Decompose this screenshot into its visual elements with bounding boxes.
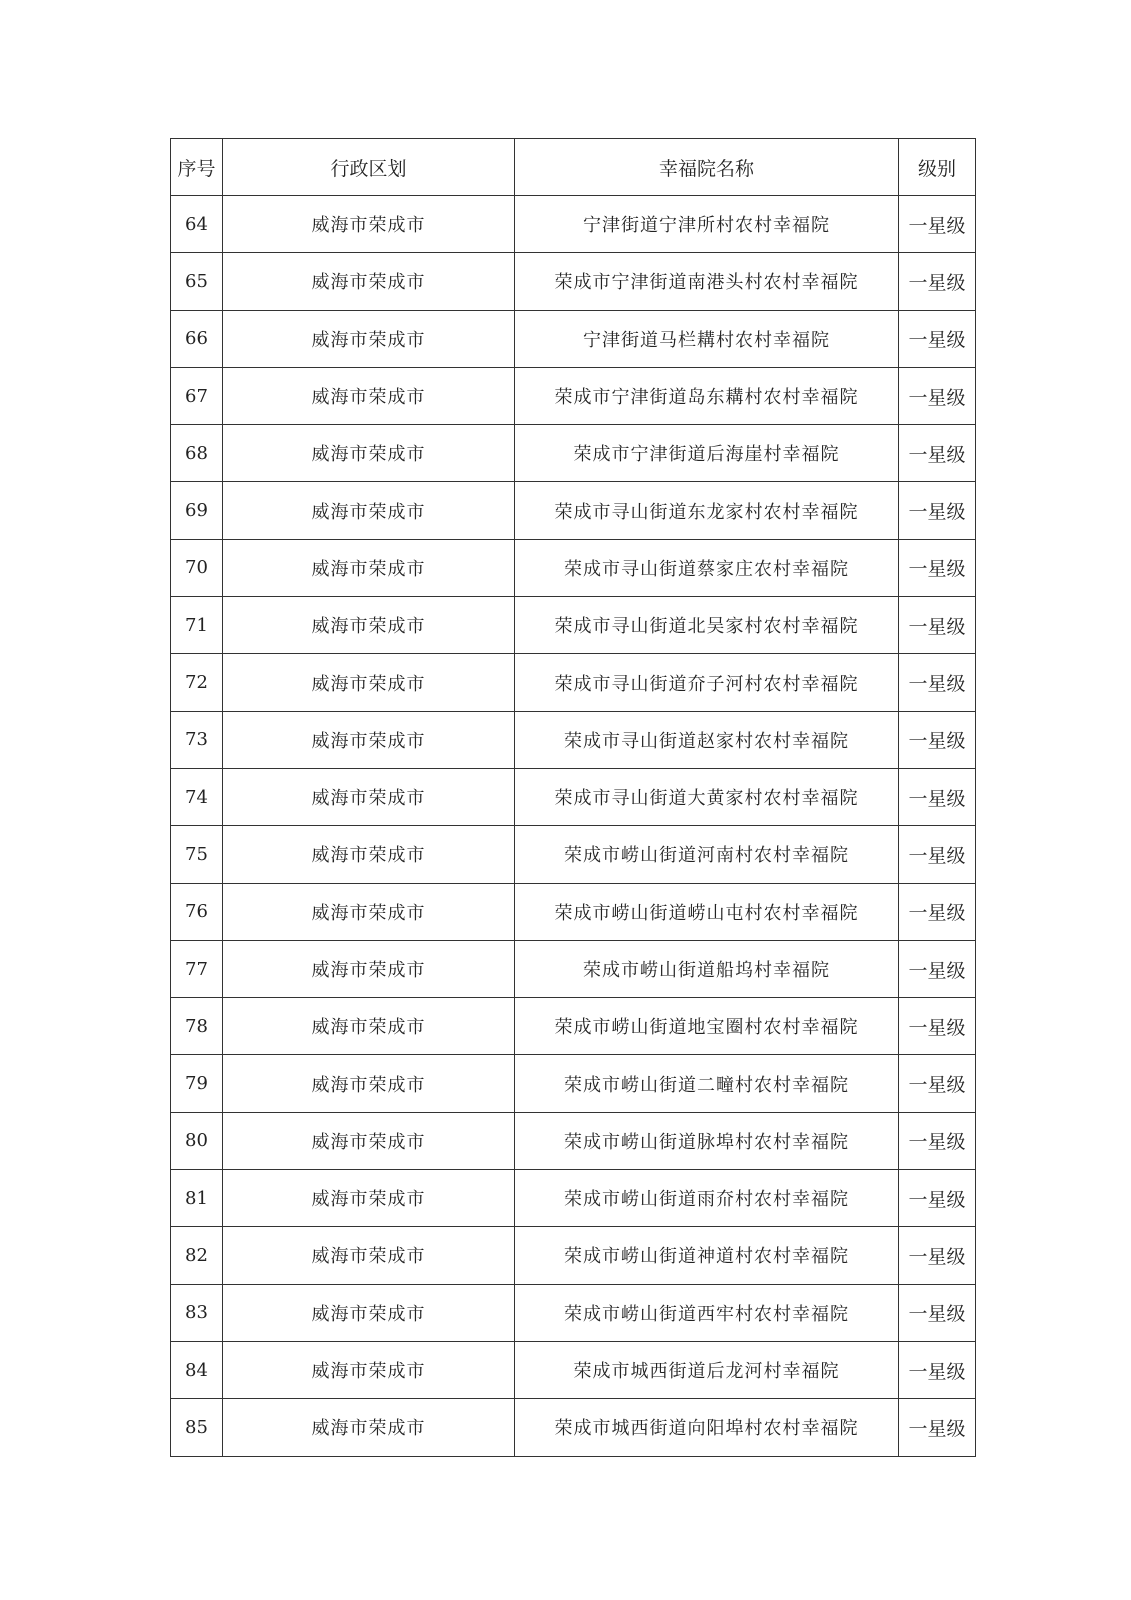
cell-seq: 83	[171, 1284, 223, 1341]
cell-name: 荣成市寻山街道东龙家村农村幸福院	[515, 482, 899, 539]
table-row	[171, 196, 976, 253]
cell-region: 威海市荣成市	[223, 482, 515, 539]
cell-region: 威海市荣成市	[223, 711, 515, 768]
cell-region: 威海市荣成市	[223, 998, 515, 1055]
cell-level: 一星级	[899, 1341, 976, 1398]
cell-region: 威海市荣成市	[223, 940, 515, 997]
cell-name: 荣成市崂山街道船坞村幸福院	[515, 940, 899, 997]
cell-level: 一星级	[899, 1055, 976, 1112]
cell-seq: 66	[171, 310, 223, 367]
cell-level: 一星级	[899, 425, 976, 482]
table-row	[171, 367, 976, 424]
cell-seq: 70	[171, 539, 223, 596]
cell-region: 威海市荣成市	[223, 1170, 515, 1227]
table-row	[171, 1284, 976, 1341]
cell-region: 威海市荣成市	[223, 310, 515, 367]
table-header-row	[171, 139, 976, 196]
table-row	[171, 654, 976, 711]
cell-region: 威海市荣成市	[223, 539, 515, 596]
table-row	[171, 768, 976, 825]
cell-region: 威海市荣成市	[223, 196, 515, 253]
table-row	[171, 1341, 976, 1398]
table-row	[171, 539, 976, 596]
cell-level: 一星级	[899, 711, 976, 768]
table-row	[171, 310, 976, 367]
header-region: 行政区划	[223, 139, 515, 196]
cell-seq: 77	[171, 940, 223, 997]
cell-name: 荣成市寻山街道大黄家村农村幸福院	[515, 768, 899, 825]
cell-region: 威海市荣成市	[223, 1284, 515, 1341]
cell-seq: 81	[171, 1170, 223, 1227]
cell-name: 荣成市崂山街道神道村农村幸福院	[515, 1227, 899, 1284]
cell-name: 宁津街道马栏耩村农村幸福院	[515, 310, 899, 367]
cell-name: 荣成市城西街道后龙河村幸福院	[515, 1341, 899, 1398]
cell-name: 荣成市崂山街道西牢村农村幸福院	[515, 1284, 899, 1341]
cell-seq: 80	[171, 1112, 223, 1169]
cell-region: 威海市荣成市	[223, 1227, 515, 1284]
table-row	[171, 1112, 976, 1169]
cell-region: 威海市荣成市	[223, 253, 515, 310]
cell-seq: 79	[171, 1055, 223, 1112]
welfare-home-table	[170, 138, 976, 1457]
table-row	[171, 1170, 976, 1227]
cell-seq: 82	[171, 1227, 223, 1284]
cell-seq: 78	[171, 998, 223, 1055]
cell-level: 一星级	[899, 539, 976, 596]
table-row	[171, 425, 976, 482]
cell-name: 荣成市寻山街道蔡家庄农村幸福院	[515, 539, 899, 596]
table-row	[171, 253, 976, 310]
cell-level: 一星级	[899, 654, 976, 711]
cell-name: 荣成市崂山街道地宝圈村农村幸福院	[515, 998, 899, 1055]
cell-level: 一星级	[899, 1284, 976, 1341]
table-row	[171, 482, 976, 539]
cell-region: 威海市荣成市	[223, 883, 515, 940]
cell-name: 荣成市宁津街道南港头村农村幸福院	[515, 253, 899, 310]
cell-seq: 64	[171, 196, 223, 253]
cell-name: 荣成市崂山街道崂山屯村农村幸福院	[515, 883, 899, 940]
table-row	[171, 597, 976, 654]
cell-level: 一星级	[899, 1112, 976, 1169]
cell-level: 一星级	[899, 998, 976, 1055]
cell-seq: 76	[171, 883, 223, 940]
cell-name: 荣成市寻山街道夼子河村农村幸福院	[515, 654, 899, 711]
cell-region: 威海市荣成市	[223, 1341, 515, 1398]
cell-seq: 84	[171, 1341, 223, 1398]
cell-region: 威海市荣成市	[223, 1112, 515, 1169]
header-seq: 序号	[171, 139, 223, 196]
cell-level: 一星级	[899, 482, 976, 539]
cell-level: 一星级	[899, 597, 976, 654]
cell-name: 荣成市寻山街道北吴家村农村幸福院	[515, 597, 899, 654]
cell-region: 威海市荣成市	[223, 1055, 515, 1112]
cell-name: 荣成市崂山街道二疃村农村幸福院	[515, 1055, 899, 1112]
table-row	[171, 883, 976, 940]
cell-level: 一星级	[899, 310, 976, 367]
cell-level: 一星级	[899, 1227, 976, 1284]
cell-region: 威海市荣成市	[223, 1399, 515, 1456]
table-row	[171, 1055, 976, 1112]
cell-level: 一星级	[899, 826, 976, 883]
header-level: 级别	[899, 139, 976, 196]
cell-level: 一星级	[899, 940, 976, 997]
cell-name: 荣成市寻山街道赵家村农村幸福院	[515, 711, 899, 768]
cell-region: 威海市荣成市	[223, 425, 515, 482]
cell-name: 荣成市崂山街道河南村农村幸福院	[515, 826, 899, 883]
cell-seq: 74	[171, 768, 223, 825]
table-row	[171, 998, 976, 1055]
cell-seq: 71	[171, 597, 223, 654]
cell-region: 威海市荣成市	[223, 768, 515, 825]
cell-level: 一星级	[899, 1170, 976, 1227]
header-name: 幸福院名称	[515, 139, 899, 196]
cell-name: 荣成市崂山街道脉埠村农村幸福院	[515, 1112, 899, 1169]
cell-seq: 72	[171, 654, 223, 711]
cell-level: 一星级	[899, 768, 976, 825]
cell-name: 荣成市城西街道向阳埠村农村幸福院	[515, 1399, 899, 1456]
cell-name: 荣成市崂山街道雨夼村农村幸福院	[515, 1170, 899, 1227]
table-row	[171, 711, 976, 768]
cell-level: 一星级	[899, 1399, 976, 1456]
table-row	[171, 826, 976, 883]
table-row	[171, 1227, 976, 1284]
table-body	[171, 196, 976, 1457]
cell-seq: 65	[171, 253, 223, 310]
cell-name: 荣成市宁津街道岛东耩村农村幸福院	[515, 367, 899, 424]
table-row	[171, 1399, 976, 1456]
cell-seq: 73	[171, 711, 223, 768]
cell-name: 荣成市宁津街道后海崖村幸福院	[515, 425, 899, 482]
cell-seq: 85	[171, 1399, 223, 1456]
cell-level: 一星级	[899, 367, 976, 424]
cell-region: 威海市荣成市	[223, 826, 515, 883]
cell-level: 一星级	[899, 253, 976, 310]
cell-seq: 69	[171, 482, 223, 539]
cell-region: 威海市荣成市	[223, 654, 515, 711]
cell-region: 威海市荣成市	[223, 597, 515, 654]
cell-region: 威海市荣成市	[223, 367, 515, 424]
cell-level: 一星级	[899, 196, 976, 253]
cell-level: 一星级	[899, 883, 976, 940]
cell-seq: 67	[171, 367, 223, 424]
cell-seq: 75	[171, 826, 223, 883]
cell-seq: 68	[171, 425, 223, 482]
table-row	[171, 940, 976, 997]
cell-name: 宁津街道宁津所村农村幸福院	[515, 196, 899, 253]
